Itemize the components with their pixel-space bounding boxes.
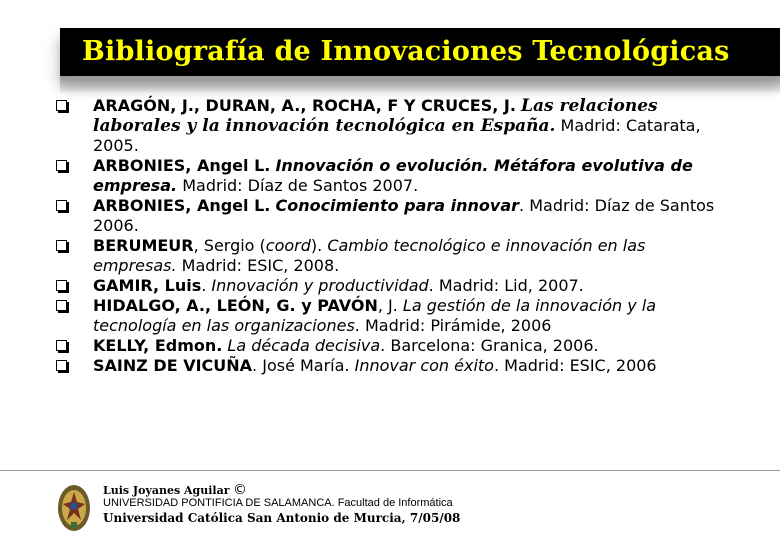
bullet-icon: [56, 240, 67, 251]
list-item: SAINZ DE VICUÑA. José María. Innovar con éxito. Madrid: ESIC, 2006: [56, 356, 716, 376]
bullet-icon: [56, 160, 67, 171]
page-title: Bibliografía de Innovaciones Tecnológicas: [82, 36, 730, 67]
bullet-icon: [56, 100, 67, 111]
reference-author: ARBONIES, Angel L.: [93, 156, 271, 175]
reference-publisher: Madrid: Catarata, 2005.: [93, 116, 701, 155]
bullet-icon: [56, 200, 67, 211]
list-item: [56, 96, 716, 156]
copyright-symbol: ©: [233, 482, 248, 498]
footer-divider: [0, 470, 780, 471]
reference-author: KELLY, Edmon.: [93, 336, 223, 355]
reference-author: GAMIR, Luis: [93, 276, 202, 295]
list-item: BERUMEUR, Sergio (coord). Cambio tecnológico e innovación en las empresas. Madrid: ESIC, 2008.: [56, 236, 716, 276]
bullet-icon: [56, 340, 67, 351]
reference-title: Innovar con éxito: [354, 356, 494, 375]
reference-author: ARAGÓN, J., DURAN, A., ROCHA, F Y CRUCES, J.: [93, 96, 516, 115]
reference-author: ARBONIES, Angel L.: [93, 196, 271, 215]
reference-title: Innovación o evolución. Métáfora evolutiva de empresa.: [93, 156, 693, 195]
reference-title: Las relaciones laborales y la innovación tecnológica en España.: [93, 96, 658, 136]
list-item: ARBONIES, Angel L. Conocimiento para innovar. Madrid: Díaz de Santos 2006.: [56, 196, 716, 236]
bullet-icon: [56, 300, 67, 311]
reference-author: SAINZ DE VICUÑA: [93, 356, 253, 375]
reference-publisher: Barcelona: Granica, 2006.: [390, 336, 599, 355]
university-seal-icon: [57, 484, 91, 532]
reference-title: Innovación y productividad: [211, 276, 429, 295]
list-item: HIDALGO, A., LEÓN, G. y PAVÓN, J. La gestión de la innovación y la tecnología en las organizaciones. Madrid: Pirámide, 2006: [56, 296, 716, 336]
reference-publisher: Madrid: Díaz de Santos 2006.: [93, 196, 715, 235]
reference-title: Conocimiento para innovar: [275, 196, 520, 215]
reference-author: BERUMEUR: [93, 236, 194, 255]
reference-publisher: Madrid: Pirámide, 2006: [364, 316, 552, 335]
bullet-icon: [56, 280, 67, 291]
list-item: KELLY, Edmon. La década decisiva. Barcelona: Granica, 2006.: [56, 336, 716, 356]
reference-author: HIDALGO, A., LEÓN, G. y PAVÓN: [93, 296, 378, 315]
reference-title: La década decisiva: [227, 336, 381, 355]
footer: [103, 484, 460, 525]
reference-publisher: Madrid: ESIC, 2008.: [176, 256, 340, 275]
reference-editor-role: coord: [265, 236, 311, 255]
list-item: [56, 156, 716, 196]
reference-list: [56, 96, 716, 376]
footer-university: Universidad Católica San Antonio de Murcia, 7/05/08: [103, 511, 461, 525]
reference-title: Cambio tecnológico e innovación en las empresas.: [93, 236, 646, 275]
footer-author: Luis Joyanes Aguilar: [103, 484, 230, 497]
bullet-icon: [56, 360, 67, 371]
reference-publisher: Madrid: ESIC, 2006: [504, 356, 657, 375]
list-item: GAMIR, Luis. Innovación y productividad. Madrid: Lid, 2007.: [56, 276, 716, 296]
reference-title: La gestión de la innovación y la tecnología en las organizaciones: [93, 296, 657, 335]
reference-publisher: Madrid: Díaz de Santos 2007.: [182, 176, 419, 195]
reference-publisher: Madrid: Lid, 2007.: [438, 276, 584, 295]
footer-institution: UNIVERSIDAD PONTIFICIA DE SALAMANCA. Facultad de Informática: [103, 497, 453, 509]
